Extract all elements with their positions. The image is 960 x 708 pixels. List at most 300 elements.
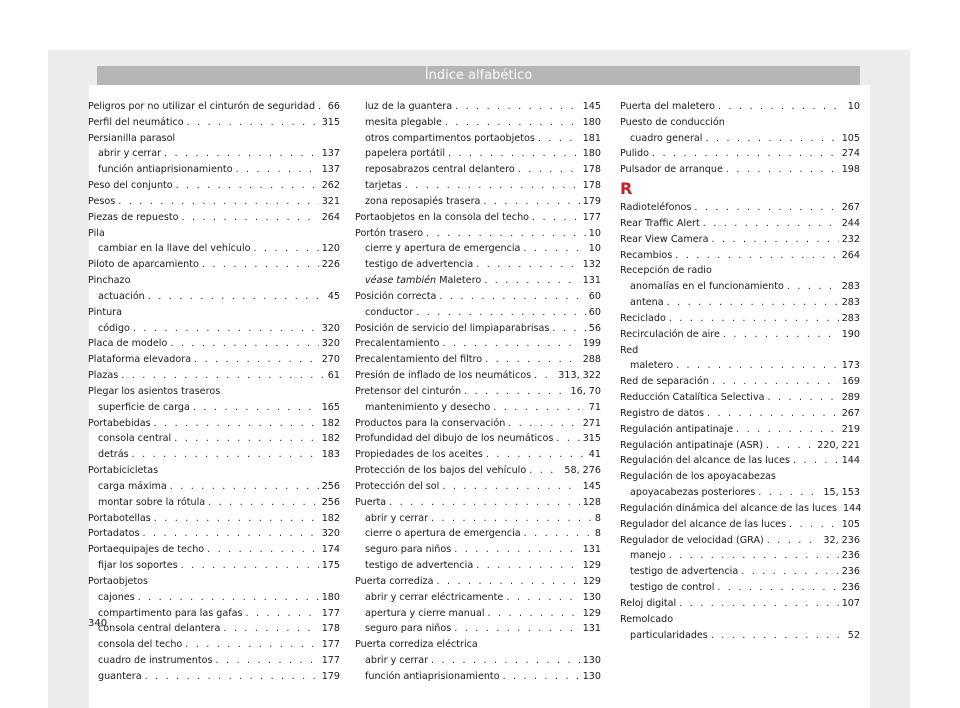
- dot-leader: [174, 431, 318, 447]
- dot-leader: [705, 131, 838, 147]
- index-entry: [620, 533, 860, 549]
- index-heading: Remolcado: [620, 613, 674, 625]
- page-reference: 105: [841, 518, 860, 530]
- page-reference: 145: [582, 101, 601, 112]
- entry-label: Productos para la conservación: [355, 417, 506, 429]
- index-heading: Red: [620, 344, 639, 356]
- dot-leader: [707, 406, 839, 422]
- entry-label: guantera: [98, 670, 142, 682]
- page-reference: 60: [588, 306, 601, 318]
- page-reference: 236: [841, 566, 860, 578]
- dot-leader: [723, 327, 839, 343]
- dot-leader: [524, 526, 592, 542]
- index-subentry: [355, 115, 601, 131]
- index-heading: Portabicicletas: [88, 465, 159, 477]
- dot-leader: [208, 495, 319, 511]
- index-heading: Plegar los asientos traseros: [88, 385, 221, 397]
- entry-label: Pretensor del cinturón: [355, 385, 462, 397]
- entry-label: abrir y cerrar: [98, 148, 162, 160]
- entry-label: seguro para niños: [365, 544, 452, 556]
- index-entry: [620, 232, 860, 248]
- page-reference: 120: [321, 243, 340, 255]
- page-reference: 145: [582, 480, 601, 492]
- dot-leader: [694, 200, 838, 216]
- entry-label: Portabebidas: [88, 417, 151, 429]
- entry-label: Propiedades de los aceites: [355, 449, 483, 461]
- index-entry: [88, 352, 340, 368]
- dot-leader: [787, 279, 839, 295]
- page-reference: 178: [321, 623, 340, 635]
- page-reference: 199: [582, 338, 601, 350]
- entry-label: abrir y cerrar: [365, 512, 429, 524]
- entry-label: carga máxima: [98, 480, 167, 492]
- dot-leader: [187, 115, 319, 131]
- index-entry: [355, 289, 601, 305]
- page-reference: 131: [582, 623, 601, 635]
- page-reference: 226: [321, 259, 340, 271]
- entry-label: apoyacabezas posteriores: [630, 487, 756, 499]
- dot-leader: [523, 241, 585, 257]
- index-subentry: [355, 178, 601, 194]
- entry-label: actuación: [98, 290, 145, 302]
- entry-label: Recirculación de aire: [620, 328, 720, 340]
- entry-label: seguro para niños: [365, 623, 452, 635]
- index-entry: [88, 99, 340, 115]
- dot-leader: [448, 146, 580, 162]
- index-heading: Puesto de conducción: [620, 116, 725, 128]
- page-reference: 315: [582, 433, 601, 445]
- dot-leader: [508, 416, 579, 432]
- index-subentry: [355, 257, 601, 273]
- dot-leader: [455, 99, 580, 115]
- dot-leader: [484, 273, 579, 289]
- index-subentry: [620, 485, 860, 501]
- index-subentry: [355, 241, 601, 257]
- index-subentry: [355, 305, 601, 321]
- dot-leader: [138, 590, 319, 606]
- index-entry: [88, 526, 340, 542]
- index-entry: [355, 574, 601, 590]
- entry-label: antena: [630, 297, 664, 309]
- dot-leader: [766, 438, 814, 454]
- index-subentry: [88, 637, 340, 653]
- index-subentry: [355, 621, 601, 637]
- dot-leader: [676, 358, 839, 374]
- dot-leader: [143, 526, 319, 542]
- dot-leader: [552, 321, 585, 337]
- index-entry: [355, 447, 601, 463]
- entry-label: cierre o apertura de emergencia: [365, 528, 521, 540]
- page-title: Índice alfabético: [97, 66, 860, 85]
- index-entry: [620, 596, 860, 612]
- dot-leader: [736, 422, 839, 438]
- dot-leader: [246, 606, 319, 622]
- page-reference: 10: [588, 243, 601, 255]
- index-entry: [620, 327, 860, 343]
- page-reference: 244: [841, 217, 860, 229]
- entry-label: Puerta corrediza: [355, 575, 434, 587]
- dot-leader: [485, 352, 580, 368]
- index-column-1: [88, 99, 340, 685]
- index-entry: [355, 368, 601, 384]
- entry-label: Portaequipajes de techo: [88, 544, 205, 556]
- index-subentry: [88, 400, 340, 416]
- entry-label: Presión de inflado de los neumáticos: [355, 370, 532, 382]
- dot-leader: [442, 479, 579, 495]
- index-subentry: [355, 526, 601, 542]
- entry-label: Regulación antipatinaje (ASR): [620, 439, 763, 451]
- index-entry: [355, 463, 601, 479]
- index-subentry: [88, 653, 340, 669]
- entry-label: Recambios: [620, 249, 673, 261]
- dot-leader: [483, 194, 579, 210]
- dot-leader: [118, 194, 318, 210]
- dot-leader: [170, 336, 318, 352]
- page-reference: 66: [327, 101, 340, 112]
- dot-leader: [667, 295, 839, 311]
- page-reference: 107: [841, 597, 860, 609]
- index-subentry: [355, 194, 601, 210]
- entry-label: conductor: [365, 306, 414, 318]
- page-reference: 175: [321, 560, 340, 572]
- entry-label: zona reposapiés trasera: [365, 195, 481, 207]
- dot-leader: [182, 210, 319, 226]
- index-subentry: [620, 295, 860, 311]
- dot-leader: [170, 479, 319, 495]
- dot-leader: [154, 511, 319, 527]
- dot-leader: [207, 542, 319, 558]
- entry-label: testigo de advertencia: [630, 566, 739, 578]
- entry-label: fijar los soportes: [98, 560, 178, 572]
- index-subentry: [88, 621, 340, 637]
- index-column-2: [355, 99, 601, 685]
- index-entry: [88, 210, 340, 226]
- dot-leader: [718, 99, 845, 115]
- dot-leader: [439, 289, 585, 305]
- entry-label: Plataforma elevadora: [88, 354, 192, 366]
- dot-leader: [652, 146, 839, 162]
- index-subentry: [88, 431, 340, 447]
- entry-label: Puerta del maletero: [620, 101, 716, 112]
- entry-label: reposabrazos central delantero: [365, 164, 515, 176]
- index-subentry: [88, 447, 340, 463]
- page-reference: 56: [588, 322, 601, 334]
- dot-leader: [712, 374, 839, 390]
- page-reference: 320: [321, 528, 340, 540]
- entry-label: [365, 273, 481, 289]
- entry-label: consola central delantera: [98, 623, 221, 635]
- entry-label: manejo: [630, 550, 666, 562]
- index-heading: Recepción de radio: [620, 265, 712, 277]
- index-entry: [355, 495, 601, 511]
- page-reference: 182: [321, 512, 340, 524]
- page-reference: 315: [321, 116, 340, 128]
- dot-leader: [534, 368, 555, 384]
- page-reference: 270: [321, 354, 340, 366]
- dot-leader: [436, 574, 579, 590]
- page-reference: 174: [321, 544, 340, 556]
- page-reference: 129: [582, 560, 601, 572]
- index-subentry: [355, 558, 601, 574]
- entry-label: Pulsador de arranque: [620, 164, 723, 176]
- entry-label: Placa de modelo: [88, 338, 168, 350]
- index-entry: [620, 501, 860, 517]
- page-reference: 180: [582, 148, 601, 160]
- index-subentry: [355, 653, 601, 669]
- index-subentry: [355, 511, 601, 527]
- entry-label: Red de separación: [620, 376, 709, 388]
- dot-leader: [133, 321, 319, 337]
- page-reference: 182: [321, 433, 340, 445]
- index-subentry: [620, 564, 860, 580]
- index-subentry: [88, 241, 340, 257]
- page-reference: 45: [327, 290, 340, 302]
- page-reference: 41: [588, 449, 601, 461]
- index-subentry: [355, 99, 601, 115]
- page-reference: 262: [321, 180, 340, 192]
- dot-leader: [669, 311, 839, 327]
- dot-leader: [741, 564, 838, 580]
- entry-label: Rear Traffic Alert: [620, 217, 700, 229]
- index-entry: [88, 115, 340, 131]
- dot-leader: [154, 416, 319, 432]
- index-entry: [355, 352, 601, 368]
- entry-label: Piezas de repuesto: [88, 211, 179, 223]
- index-subentry: [355, 606, 601, 622]
- dot-leader: [493, 400, 586, 416]
- dot-leader: [121, 368, 325, 384]
- index-entry: [620, 453, 860, 469]
- entry-label: papelera portátil: [365, 148, 446, 160]
- entry-label: mesita plegable: [365, 116, 442, 128]
- entry-label: Pesos: [88, 195, 116, 207]
- entry-label: abrir y cerrar eléctricamente: [365, 591, 504, 603]
- page-reference: 169: [841, 376, 860, 388]
- page-reference: 129: [582, 607, 601, 619]
- page-reference: 264: [321, 211, 340, 223]
- entry-label: Peligros por no utilizar el cinturón de seguridad: [88, 101, 316, 112]
- page-reference: 178: [582, 180, 601, 192]
- index-entry: [355, 479, 601, 495]
- page-reference: 232: [841, 233, 860, 245]
- dot-leader: [431, 653, 580, 669]
- index-entry: [620, 406, 860, 422]
- index-subentry: [355, 669, 601, 685]
- dot-leader: [703, 216, 839, 232]
- index-heading: Puerta corrediza eléctrica: [355, 639, 478, 651]
- index-subentry: [620, 628, 860, 644]
- dot-leader: [518, 162, 580, 178]
- dot-leader: [318, 99, 325, 115]
- index-subentry: [88, 146, 340, 162]
- dot-leader: [185, 637, 318, 653]
- index-entry: [355, 210, 601, 226]
- dot-leader: [405, 178, 580, 194]
- page-reference: 178: [582, 164, 601, 176]
- page-reference: 165: [321, 401, 340, 413]
- entry-label: Reloj digital: [620, 597, 677, 609]
- dot-leader: [789, 517, 839, 533]
- entry-label: Posición correcta: [355, 290, 437, 302]
- index-subentry: [88, 321, 340, 337]
- entry-label: Precalentamiento: [355, 338, 440, 350]
- page-reference: 60: [588, 290, 601, 302]
- entry-label: cuadro general: [630, 132, 703, 144]
- entry-label: montar sobre la rótula: [98, 496, 206, 508]
- page-reference: 8: [594, 528, 601, 540]
- dot-leader: [768, 390, 839, 406]
- entry-label: cierre y apertura de emergencia: [365, 243, 521, 255]
- entry-label: Regulación antipatinaje: [620, 423, 734, 435]
- dot-leader: [216, 653, 319, 669]
- index-entry: [355, 416, 601, 432]
- page-reference: 180: [321, 591, 340, 603]
- page-reference: 130: [582, 654, 601, 666]
- dot-leader: [488, 606, 580, 622]
- index-subentry: [355, 400, 601, 416]
- page-reference: 267: [841, 407, 860, 419]
- dot-leader: [193, 400, 319, 416]
- page-reference: 267: [841, 202, 860, 214]
- dot-leader: [476, 257, 579, 273]
- dot-leader: [675, 248, 838, 264]
- page-reference: 58, 276: [564, 465, 601, 477]
- dot-leader: [202, 257, 319, 273]
- dot-leader: [431, 511, 592, 527]
- index-entry: [620, 200, 860, 216]
- index-entry: [620, 146, 860, 162]
- entry-label: particularidades: [630, 629, 708, 641]
- entry-label: Puerta: [355, 496, 387, 508]
- page-reference: 10: [847, 101, 860, 112]
- index-entry: [620, 311, 860, 327]
- dot-leader: [254, 241, 319, 257]
- page-reference: 264: [841, 249, 860, 261]
- index-subentry: [88, 289, 340, 305]
- index-entry: [88, 178, 340, 194]
- entry-label: Portón trasero: [355, 227, 424, 239]
- page-reference: 8: [594, 512, 601, 524]
- page-reference: 137: [321, 148, 340, 160]
- entry-label: Registro de datos: [620, 407, 704, 419]
- page-reference: 132: [582, 259, 601, 271]
- page-reference: 177: [582, 211, 601, 223]
- entry-label: detrás: [98, 449, 129, 461]
- index-heading: Portaobjetos: [88, 575, 149, 587]
- page-reference: 129: [582, 575, 601, 587]
- entry-label: consola central: [98, 433, 172, 445]
- page-reference: 271: [582, 417, 601, 429]
- page-reference: 128: [582, 496, 601, 508]
- dot-leader: [176, 178, 319, 194]
- page-reference: 130: [582, 670, 601, 682]
- section-letter: R: [620, 179, 633, 199]
- index-column-3: [620, 99, 860, 643]
- page-reference: 137: [321, 164, 340, 176]
- index-subentry: [88, 479, 340, 495]
- dot-leader: [503, 669, 580, 685]
- dot-leader: [389, 495, 580, 511]
- dot-leader: [711, 232, 838, 248]
- entry-label: Plazas: [88, 370, 119, 382]
- dot-leader: [767, 533, 821, 549]
- index-subentry: [620, 580, 860, 596]
- page-reference: 179: [582, 195, 601, 207]
- entry-label: Radioteléfonos: [620, 202, 692, 214]
- page-reference: 173: [841, 360, 860, 372]
- page-reference: 131: [582, 275, 601, 287]
- page-reference: 313, 322: [558, 370, 601, 382]
- entry-label: testigo de control: [630, 582, 715, 594]
- dot-leader: [538, 131, 580, 147]
- dot-leader: [556, 431, 579, 447]
- dot-leader: [236, 162, 319, 178]
- dot-leader: [758, 485, 820, 501]
- dot-leader: [454, 542, 579, 558]
- page-reference: 10: [588, 227, 601, 239]
- entry-label: testigo de advertencia: [365, 560, 474, 572]
- index-subentry: [88, 590, 340, 606]
- dot-leader: [486, 447, 586, 463]
- entry-label: mantenimiento y desecho: [365, 401, 491, 413]
- page-reference: 177: [321, 654, 340, 666]
- index-heading: Pintura: [88, 306, 122, 318]
- page-reference: 105: [841, 132, 860, 144]
- index-entry: [88, 336, 340, 352]
- entry-label: Pulido: [620, 148, 649, 160]
- index-entry: [355, 336, 601, 352]
- index-entry: [620, 422, 860, 438]
- index-subentry: [88, 558, 340, 574]
- dot-leader: [532, 210, 580, 226]
- dot-leader: [717, 580, 838, 596]
- index-entry: [620, 216, 860, 232]
- dot-leader: [442, 336, 579, 352]
- index-subentry: [355, 273, 601, 289]
- entry-label: consola del techo: [98, 639, 183, 651]
- entry-label: Protección de los bajos del vehículo: [355, 465, 527, 477]
- entry-label: cambiar en la llave del vehículo: [98, 243, 251, 255]
- entry-label: superficie de carga: [98, 401, 190, 413]
- index-subentry: [88, 495, 340, 511]
- page-reference: 274: [841, 148, 860, 160]
- index-heading: Persianilla parasol: [88, 132, 176, 144]
- dot-leader: [426, 226, 586, 242]
- see-also-target: Maletero: [439, 275, 482, 287]
- dot-leader: [793, 453, 839, 469]
- page-reference: 190: [841, 328, 860, 340]
- index-subentry: [88, 669, 340, 685]
- index-entry: [355, 384, 601, 400]
- page-reference: 256: [321, 496, 340, 508]
- entry-label: Precalentamiento del filtro: [355, 354, 483, 366]
- entry-label: Posición de servicio del limpiaparabrisas: [355, 322, 550, 334]
- dot-leader: [529, 463, 561, 479]
- index-entry: [88, 194, 340, 210]
- index-entry: [88, 257, 340, 273]
- entry-label: cuadro de instrumentos: [98, 654, 213, 666]
- page-number: 340: [88, 618, 108, 629]
- dot-leader: [711, 628, 845, 644]
- entry-label: Piloto de aparcamiento: [88, 259, 199, 271]
- page-reference: 320: [321, 322, 340, 334]
- page-reference: 256: [321, 480, 340, 492]
- index-subentry: [88, 162, 340, 178]
- index-subentry: [620, 279, 860, 295]
- page-reference: 236: [841, 582, 860, 594]
- entry-label: Reducción Catalítica Selectiva: [620, 392, 765, 404]
- dot-leader: [181, 558, 319, 574]
